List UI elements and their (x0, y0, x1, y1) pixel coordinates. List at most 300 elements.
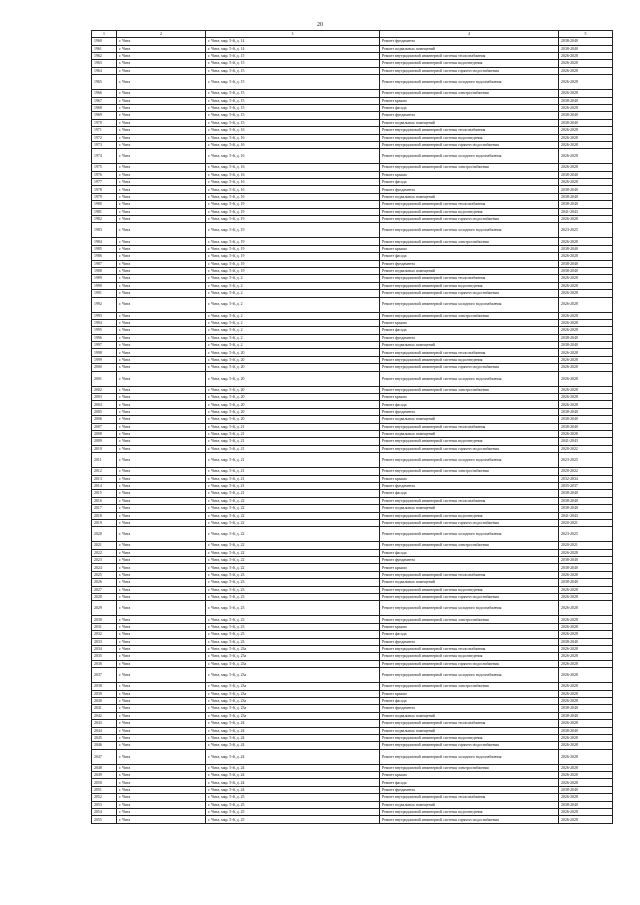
table-row (92, 549, 613, 556)
table-row (92, 542, 613, 549)
address-cell: г. Чита, мкр. 5-й, д. 19 (206, 267, 380, 274)
city-cell: г. Чита (117, 490, 206, 497)
table-row (92, 408, 613, 415)
city-cell: г. Чита (117, 594, 206, 601)
work-type-cell: Ремонт внутридомовой инженерной системы водоотведения (380, 809, 559, 816)
row-number-cell: 1967 (92, 97, 117, 104)
period-cell: 2038-2040 (559, 112, 613, 119)
work-type-cell: Ремонт внутридомовой инженерной системы холодного водоснабжения (380, 297, 559, 312)
address-cell: г. Чита, мкр. 5-й, д. 24 (206, 772, 380, 779)
row-number-cell: 2012 (92, 468, 117, 475)
work-type-cell: Ремонт подвальных помещений (380, 119, 559, 126)
address-cell: г. Чита, мкр. 5-й, д. 19 (206, 201, 380, 208)
row-number-cell: 1996 (92, 334, 117, 341)
row-number-cell: 1986 (92, 253, 117, 260)
work-type-cell: Ремонт внутридомовой инженерной системы горячего водоснабжения (380, 660, 559, 667)
table-row (92, 816, 613, 823)
address-cell: г. Чита, мкр. 5-й, д. 23 (206, 638, 380, 645)
address-cell: г. Чита, мкр. 5-й, д. 2 (206, 282, 380, 289)
row-number-cell: 1998 (92, 349, 117, 356)
work-type-cell: Ремонт внутридомовой инженерной системы теплоснабжения (380, 201, 559, 208)
row-number-cell: 2010 (92, 445, 117, 452)
table-row (92, 386, 613, 393)
table-row (92, 104, 613, 111)
work-type-cell: Ремонт крыши (380, 772, 559, 779)
address-cell: г. Чита, мкр. 5-й, д. 21 (206, 423, 380, 430)
city-cell: г. Чита (117, 75, 206, 90)
work-type-cell: Ремонт фундамента (380, 38, 559, 45)
city-cell: г. Чита (117, 127, 206, 134)
period-cell: 2026-2028 (559, 631, 613, 638)
city-cell: г. Чита (117, 816, 206, 823)
city-cell: г. Чита (117, 208, 206, 215)
period-cell: 2026-2028 (559, 52, 613, 59)
table-row (92, 260, 613, 267)
city-cell: г. Чита (117, 542, 206, 549)
row-number-cell: 1973 (92, 141, 117, 148)
address-cell: г. Чита, мкр. 5-й, д. 22 (206, 497, 380, 504)
city-cell: г. Чита (117, 408, 206, 415)
address-cell: г. Чита, мкр. 5-й, д. 24 (206, 764, 380, 771)
city-cell: г. Чита (117, 727, 206, 734)
address-cell: г. Чита, мкр. 5-й, д. 23а (206, 653, 380, 660)
address-cell: г. Чита, мкр. 5-й, д. 25 (206, 801, 380, 808)
address-cell: г. Чита, мкр. 5-й, д. 16 (206, 193, 380, 200)
table-row (92, 438, 613, 445)
city-cell: г. Чита (117, 653, 206, 660)
work-type-cell: Ремонт фасада (380, 697, 559, 704)
period-cell: 2026-2028 (559, 690, 613, 697)
city-cell: г. Чита (117, 809, 206, 816)
table-row (92, 356, 613, 363)
work-type-cell: Ремонт крыши (380, 690, 559, 697)
city-cell: г. Чита (117, 45, 206, 52)
work-type-cell: Ремонт фундамента (380, 705, 559, 712)
period-cell: 2038-2040 (559, 193, 613, 200)
period-cell: 2038-2040 (559, 497, 613, 504)
row-number-cell: 1993 (92, 312, 117, 319)
city-cell: г. Чита (117, 364, 206, 371)
period-cell: 2038-2040 (559, 334, 613, 341)
address-cell: г. Чита, мкр. 5-й, д. 20 (206, 394, 380, 401)
address-cell: г. Чита, мкр. 5-й, д. 16 (206, 134, 380, 141)
row-number-cell: 2011 (92, 453, 117, 468)
work-type-cell: Ремонт внутридомовой инженерной системы теплоснабжения (380, 794, 559, 801)
city-cell: г. Чита (117, 438, 206, 445)
address-cell: г. Чита, мкр. 5-й, д. 2 (206, 342, 380, 349)
row-number-cell: 1971 (92, 127, 117, 134)
table-row (92, 697, 613, 704)
period-cell: 2026-2028 (559, 75, 613, 90)
row-number-cell: 1972 (92, 134, 117, 141)
table-row (92, 401, 613, 408)
row-number-cell: 1978 (92, 186, 117, 193)
address-cell: г. Чита, мкр. 5-й, д. 15 (206, 67, 380, 74)
period-cell: 2026-2028 (559, 779, 613, 786)
work-type-cell: Ремонт внутридомовой инженерной системы водоотведения (380, 438, 559, 445)
city-cell: г. Чита (117, 564, 206, 571)
period-cell: 2038-2040 (559, 801, 613, 808)
table-row (92, 423, 613, 430)
city-cell: г. Чита (117, 579, 206, 586)
work-type-cell: Ремонт подвальных помещений (380, 579, 559, 586)
period-cell: 2023-2025 (559, 527, 613, 542)
work-type-cell: Ремонт крыши (380, 245, 559, 252)
city-cell: г. Чита (117, 683, 206, 690)
city-cell: г. Чита (117, 141, 206, 148)
table-row (92, 290, 613, 297)
city-cell: г. Чита (117, 482, 206, 489)
city-cell: г. Чита (117, 149, 206, 164)
period-cell: 2026-2028 (559, 164, 613, 171)
city-cell: г. Чита (117, 645, 206, 652)
work-type-cell: Ремонт внутридомовой инженерной системы горячего водоснабжения (380, 594, 559, 601)
table-row (92, 482, 613, 489)
city-cell: г. Чита (117, 601, 206, 616)
row-number-cell: 2006 (92, 416, 117, 423)
work-type-cell: Ремонт фундамента (380, 112, 559, 119)
address-cell: г. Чита, мкр. 5-й, д. 16 (206, 171, 380, 178)
period-cell: 2026-2028 (559, 653, 613, 660)
table-body (92, 38, 613, 824)
period-cell: 2026-2028 (559, 772, 613, 779)
period-cell: 2026-2028 (559, 282, 613, 289)
city-cell: г. Чита (117, 734, 206, 741)
work-type-cell: Ремонт внутридомовой инженерной системы холодного водоснабжения (380, 527, 559, 542)
work-type-cell: Ремонт внутридомовой инженерной системы теплоснабжения (380, 571, 559, 578)
table-row (92, 690, 613, 697)
city-cell: г. Чита (117, 267, 206, 274)
period-cell: 2026-2028 (559, 67, 613, 74)
address-cell: г. Чита, мкр. 5-й, д. 23 (206, 631, 380, 638)
address-cell: г. Чита, мкр. 5-й, д. 21 (206, 482, 380, 489)
work-type-cell: Ремонт внутридомовой инженерной системы горячего водоснабжения (380, 364, 559, 371)
city-cell: г. Чита (117, 119, 206, 126)
table-row (92, 794, 613, 801)
work-type-cell: Ремонт внутридомовой инженерной системы горячего водоснабжения (380, 141, 559, 148)
table-row (92, 468, 613, 475)
city-cell: г. Чита (117, 742, 206, 749)
work-type-cell: Ремонт фасада (380, 401, 559, 408)
address-cell: г. Чита, мкр. 5-й, д. 22 (206, 549, 380, 556)
address-cell: г. Чита, мкр. 5-й, д. 21 (206, 453, 380, 468)
work-type-cell: Ремонт подвальных помещений (380, 431, 559, 438)
period-cell: 2026-2028 (559, 660, 613, 667)
column-header: 3 (206, 31, 380, 38)
row-number-cell: 1988 (92, 267, 117, 274)
address-cell: г. Чита, мкр. 5-й, д. 22 (206, 505, 380, 512)
row-number-cell: 1968 (92, 104, 117, 111)
work-type-cell: Ремонт крыши (380, 475, 559, 482)
period-cell: 2038-2040 (559, 38, 613, 45)
row-number-cell: 1970 (92, 119, 117, 126)
period-cell: 2026-2028 (559, 816, 613, 823)
row-number-cell: 1962 (92, 52, 117, 59)
work-type-cell: Ремонт внутридомовой инженерной системы холодного водоснабжения (380, 601, 559, 616)
address-cell: г. Чита, мкр. 5-й, д. 16 (206, 141, 380, 148)
work-type-cell: Ремонт внутридомовой инженерной системы водоотведения (380, 134, 559, 141)
table-header-row (92, 31, 613, 38)
row-number-cell: 1965 (92, 75, 117, 90)
city-cell: г. Чита (117, 90, 206, 97)
row-number-cell: 2028 (92, 594, 117, 601)
work-type-cell: Ремонт фасада (380, 327, 559, 334)
row-number-cell: 1969 (92, 112, 117, 119)
row-number-cell: 2007 (92, 423, 117, 430)
work-type-cell: Ремонт фасада (380, 490, 559, 497)
table-row (92, 512, 613, 519)
city-cell: г. Чита (117, 712, 206, 719)
address-cell: г. Чита, мкр. 5-й, д. 23 (206, 594, 380, 601)
work-type-cell: Ремонт внутридомовой инженерной системы горячего водоснабжения (380, 816, 559, 823)
address-cell: г. Чита, мкр. 5-й, д. 20 (206, 349, 380, 356)
row-number-cell: 2047 (92, 749, 117, 764)
address-cell: г. Чита, мкр. 5-й, д. 16 (206, 179, 380, 186)
row-number-cell: 2022 (92, 549, 117, 556)
table-row (92, 349, 613, 356)
table-row (92, 238, 613, 245)
row-number-cell: 2017 (92, 505, 117, 512)
row-number-cell: 2000 (92, 364, 117, 371)
work-type-cell: Ремонт фундамента (380, 334, 559, 341)
row-number-cell: 2014 (92, 482, 117, 489)
row-number-cell: 1989 (92, 275, 117, 282)
address-cell: г. Чита, мкр. 5-й, д. 23а (206, 683, 380, 690)
table-row (92, 431, 613, 438)
row-number-cell: 2052 (92, 794, 117, 801)
work-type-cell: Ремонт фундамента (380, 408, 559, 415)
address-cell: г. Чита, мкр. 5-й, д. 23а (206, 697, 380, 704)
period-cell: 2035-2037 (559, 482, 613, 489)
city-cell: г. Чита (117, 720, 206, 727)
period-cell: 2026-2028 (559, 734, 613, 741)
table-row (92, 445, 613, 452)
city-cell: г. Чита (117, 238, 206, 245)
row-number-cell: 2046 (92, 742, 117, 749)
city-cell: г. Чита (117, 705, 206, 712)
column-header: 5 (559, 31, 613, 38)
work-type-cell: Ремонт фасада (380, 253, 559, 260)
period-cell: 2026-2028 (559, 60, 613, 67)
city-cell: г. Чита (117, 319, 206, 326)
period-cell: 2038-2040 (559, 171, 613, 178)
work-type-cell: Ремонт внутридомовой инженерной системы водоотведения (380, 60, 559, 67)
city-cell: г. Чита (117, 97, 206, 104)
row-number-cell: 2020 (92, 527, 117, 542)
row-number-cell: 2001 (92, 371, 117, 386)
period-cell: 2026-2028 (559, 720, 613, 727)
table-row (92, 668, 613, 683)
work-type-cell: Ремонт фасада (380, 631, 559, 638)
address-cell: г. Чита, мкр. 5-й, д. 21 (206, 468, 380, 475)
period-cell: 2026-2028 (559, 356, 613, 363)
work-type-cell: Ремонт внутридомовой инженерной системы горячего водоснабжения (380, 290, 559, 297)
work-type-cell: Ремонт внутридомовой инженерной системы горячего водоснабжения (380, 445, 559, 452)
address-cell: г. Чита, мкр. 5-й, д. 23а (206, 712, 380, 719)
table-row (92, 809, 613, 816)
address-cell: г. Чита, мкр. 5-й, д. 16 (206, 186, 380, 193)
city-cell: г. Чита (117, 60, 206, 67)
address-cell: г. Чита, мкр. 5-й, д. 23а (206, 705, 380, 712)
period-cell: 2038-2040 (559, 505, 613, 512)
period-cell: 2020-2021 (559, 519, 613, 526)
period-cell: 2026-2028 (559, 238, 613, 245)
table-row (92, 186, 613, 193)
period-cell: 2038-2040 (559, 267, 613, 274)
table-row (92, 297, 613, 312)
city-cell: г. Чита (117, 779, 206, 786)
row-number-cell: 2042 (92, 712, 117, 719)
address-cell: г. Чита, мкр. 5-й, д. 23а (206, 690, 380, 697)
table-row (92, 67, 613, 74)
table-row (92, 564, 613, 571)
period-cell: 2026-2028 (559, 386, 613, 393)
table-row (92, 801, 613, 808)
city-cell: г. Чита (117, 445, 206, 452)
work-type-cell: Ремонт фасада (380, 179, 559, 186)
address-cell: г. Чита, мкр. 5-й, д. 19 (206, 208, 380, 215)
table-row (92, 141, 613, 148)
work-type-cell: Ремонт фундамента (380, 482, 559, 489)
table-row (92, 475, 613, 482)
period-cell: 2038-2040 (559, 186, 613, 193)
row-number-cell: 2048 (92, 764, 117, 771)
city-cell: г. Чита (117, 171, 206, 178)
table-row (92, 712, 613, 719)
table-row (92, 45, 613, 52)
city-cell: г. Чита (117, 549, 206, 556)
period-cell: 2026-2028 (559, 141, 613, 148)
table-row (92, 601, 613, 616)
work-type-cell: Ремонт подвальных помещений (380, 45, 559, 52)
table-row (92, 149, 613, 164)
table-row (92, 660, 613, 667)
work-type-cell: Ремонт внутридомовой инженерной системы электроснабжения (380, 683, 559, 690)
table-row (92, 327, 613, 334)
work-type-cell: Ремонт фундамента (380, 557, 559, 564)
work-type-cell: Ремонт внутридомовой инженерной системы электроснабжения (380, 90, 559, 97)
address-cell: г. Чита, мкр. 5-й, д. 16 (206, 164, 380, 171)
row-number-cell: 1964 (92, 67, 117, 74)
period-cell: 2026-2028 (559, 431, 613, 438)
work-type-cell: Ремонт крыши (380, 171, 559, 178)
table-row (92, 490, 613, 497)
city-cell: г. Чита (117, 275, 206, 282)
work-type-cell: Ремонт внутридомовой инженерной системы водоотведения (380, 282, 559, 289)
row-number-cell: 1960 (92, 38, 117, 45)
city-cell: г. Чита (117, 134, 206, 141)
work-type-cell: Ремонт внутридомовой инженерной системы водоотведения (380, 208, 559, 215)
address-cell: г. Чита, мкр. 5-й, д. 23 (206, 586, 380, 593)
city-cell: г. Чита (117, 786, 206, 793)
period-cell: 2020-2022 (559, 468, 613, 475)
period-cell: 2026-2028 (559, 297, 613, 312)
period-cell: 2026-2028 (559, 549, 613, 556)
address-cell: г. Чита, мкр. 5-й, д. 16 (206, 149, 380, 164)
city-cell: г. Чита (117, 401, 206, 408)
city-cell: г. Чита (117, 193, 206, 200)
row-number-cell: 2004 (92, 401, 117, 408)
city-cell: г. Чита (117, 616, 206, 623)
row-number-cell: 2038 (92, 683, 117, 690)
table-row (92, 38, 613, 45)
table-row (92, 720, 613, 727)
period-cell: 2026-2028 (559, 401, 613, 408)
period-cell: 2038-2040 (559, 490, 613, 497)
period-cell: 2026-2028 (559, 571, 613, 578)
column-header: 2 (117, 31, 206, 38)
city-cell: г. Чита (117, 334, 206, 341)
city-cell: г. Чита (117, 571, 206, 578)
address-cell: г. Чита, мкр. 5-й, д. 19 (206, 223, 380, 238)
city-cell: г. Чита (117, 386, 206, 393)
column-header: 4 (380, 31, 559, 38)
row-number-cell: 2016 (92, 497, 117, 504)
period-cell: 2026-2028 (559, 349, 613, 356)
work-type-cell: Ремонт внутридомовой инженерной системы холодного водоснабжения (380, 453, 559, 468)
address-cell: г. Чита, мкр. 5-й, д. 23 (206, 571, 380, 578)
address-cell: г. Чита, мкр. 5-й, д. 15 (206, 112, 380, 119)
period-cell: 2026-2028 (559, 90, 613, 97)
address-cell: г. Чита, мкр. 5-й, д. 22 (206, 564, 380, 571)
period-cell: 2026-2028 (559, 794, 613, 801)
city-cell: г. Чита (117, 327, 206, 334)
city-cell: г. Чита (117, 356, 206, 363)
row-number-cell: 2040 (92, 697, 117, 704)
city-cell: г. Чита (117, 772, 206, 779)
work-type-cell: Ремонт фасада (380, 549, 559, 556)
address-cell: г. Чита, мкр. 5-й, д. 22 (206, 512, 380, 519)
row-number-cell: 2051 (92, 786, 117, 793)
table-row (92, 772, 613, 779)
period-cell: 2038-2040 (559, 45, 613, 52)
row-number-cell: 1981 (92, 208, 117, 215)
period-cell: 2023-2025 (559, 453, 613, 468)
period-cell: 2041-2043 (559, 512, 613, 519)
row-number-cell: 1980 (92, 201, 117, 208)
row-number-cell: 1994 (92, 319, 117, 326)
city-cell: г. Чита (117, 423, 206, 430)
period-cell: 2026-2028 (559, 616, 613, 623)
address-cell: г. Чита, мкр. 5-й, д. 19 (206, 245, 380, 252)
city-cell: г. Чита (117, 282, 206, 289)
city-cell: г. Чита (117, 638, 206, 645)
table-row (92, 742, 613, 749)
row-number-cell: 1966 (92, 90, 117, 97)
city-cell: г. Чита (117, 668, 206, 683)
address-cell: г. Чита, мкр. 5-й, д. 15 (206, 75, 380, 90)
table-row (92, 786, 613, 793)
work-type-cell: Ремонт внутридомовой инженерной системы холодного водоснабжения (380, 668, 559, 683)
city-cell: г. Чита (117, 497, 206, 504)
row-number-cell: 1984 (92, 238, 117, 245)
row-number-cell: 2002 (92, 386, 117, 393)
work-type-cell: Ремонт внутридомовой инженерной системы теплоснабжения (380, 423, 559, 430)
address-cell: г. Чита, мкр. 5-й, д. 23а (206, 668, 380, 683)
work-type-cell: Ремонт крыши (380, 623, 559, 630)
work-type-cell: Ремонт фасада (380, 104, 559, 111)
city-cell: г. Чита (117, 557, 206, 564)
table-row (92, 319, 613, 326)
address-cell: г. Чита, мкр. 5-й, д. 2 (206, 334, 380, 341)
period-cell: 2026-2028 (559, 623, 613, 630)
table-row (92, 557, 613, 564)
row-number-cell: 2039 (92, 690, 117, 697)
city-cell: г. Чита (117, 371, 206, 386)
address-cell: г. Чита, мкр. 5-й, д. 25 (206, 794, 380, 801)
repair-schedule-table (91, 30, 613, 824)
row-number-cell: 2024 (92, 564, 117, 571)
